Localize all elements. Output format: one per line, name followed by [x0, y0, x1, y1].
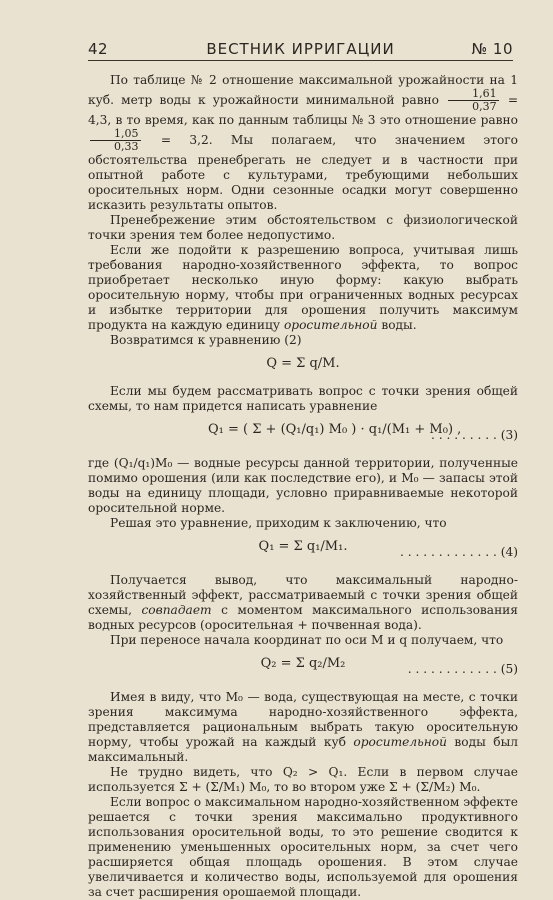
equation-number: . . . . . . . . . . . . (5): [407, 662, 518, 676]
running-header: [88, 40, 513, 61]
article-body: [88, 73, 518, 900]
emphasis: совпадает: [141, 603, 212, 617]
journal-title: ВЕСТНИК ИРРИГАЦИИ: [206, 40, 395, 58]
fraction-numerator: 1,05: [90, 128, 141, 141]
text: = 4,3, в то время, как по данным таблицы № 3 это отношение равно: [88, 93, 519, 127]
emphasis: оросительной: [353, 735, 447, 749]
equation-number: . . . . . . . . . (3): [431, 428, 518, 442]
formula: Q = Σ q/M.: [266, 356, 340, 371]
equation-2: [88, 352, 518, 380]
paragraph-8: [88, 573, 518, 633]
paragraph-11: Не трудно видеть, что Q₂ > Q₁. Если в первом случае используется Σ + (Σ/M₁) M₀, то во втором уже Σ + (Σ/M₂) M₀.: [88, 765, 518, 794]
formula: Q₁ = Σ q₁/M₁.: [258, 539, 348, 554]
page-number: 42: [88, 40, 109, 58]
fraction: [90, 128, 141, 153]
text: = 3,2. Мы полагаем, что значением этого обстоятельства пренебрегать не следует и в частности при опытной работе с культурами, требующими небольших оросительных норм. Одни сезонные осадки могут совершенно исказить результаты опытов.: [88, 133, 518, 212]
text: Если же подойти к разрешению вопроса, учитывая лишь требования народно-хозяйственного эффекта, то вопрос приобретает несколько иную форму: какую выбрать оросительную норму, чтобы при ограниченных водных ресурсах и избытке территории для орошения получить максимум продукта на каждую единицу: [88, 243, 518, 332]
paragraph-12: Если вопрос о максимальном народно-хозяйственном эффекте решается с точки зрения максимально продуктивного использования оросительной воды, то это решение сводится к применению уменьшенных оросительных норм, за счет чего расширяется общая площадь орошения. В этом случае увеличивается и количество воды, используемой для орошения за счет расширения орошаемой площади.: [88, 795, 518, 899]
paragraph-3: [88, 243, 518, 333]
equation-4: [88, 535, 518, 569]
paragraph-7: Решая это уравнение, приходим к заключению, что: [110, 516, 447, 530]
equation-5: [88, 652, 518, 686]
fraction-numerator: 1,61: [448, 88, 499, 101]
text: По таблице № 2 отношение максимальной урожайности на 1 куб. метр воды к урожайности минимальной равно: [88, 73, 518, 107]
paragraph-10: [88, 690, 518, 765]
paragraph-2: Пренебрежение этим обстоятельством с физиологической точки зрения тем более недопустимо.: [88, 213, 518, 242]
text: воды.: [381, 318, 417, 332]
text: Имея в виду, что M₀ — вода, существующая на месте, с точки зрения максимума народно-хозяйственного эффекта, представляется рациональным выбрать такую оросительную норму, чтобы урожай на каждый куб: [88, 690, 518, 749]
fraction-denominator: 0,37: [472, 100, 497, 113]
formula: Q₁ = ( Σ + (Q₁/q₁) M₀ ) · q₁/(M₁ + M₀) ,: [208, 422, 462, 437]
text: воды был максимальный.: [88, 735, 519, 764]
equation-3: [88, 418, 518, 452]
text: Получается вывод, что максимальный народно-хозяйственный эффект, рассматриваемый с точки зрения общей схемы,: [88, 573, 518, 617]
emphasis: оросительной: [283, 318, 378, 332]
paragraph-5: Если мы будем рассматривать вопрос с точки зрения общей схемы, то нам придется написать уравнение: [88, 384, 518, 413]
paragraph-1: [88, 73, 518, 213]
text: с моментом максимального использования водных ресурсов (оросительная + почвенная вода).: [88, 603, 518, 632]
paragraph-4: Возвратимся к уравнению (2): [110, 333, 302, 347]
issue-number: № 10: [471, 40, 513, 58]
paragraph-9: При переносе начала координат по оси M и q получаем, что: [110, 633, 504, 647]
paragraph-6: где (Q₁/q₁)M₀ — водные ресурсы данной территории, полученные помимо орошения (или как последствие его), и M₀ — запасы этой воды на единицу площади, условно приравниваемые некоторой оросительной норме.: [88, 456, 518, 515]
formula: Q₂ = Σ q₂/M₂: [260, 656, 346, 671]
fraction-denominator: 0,33: [114, 140, 139, 153]
fraction: [448, 88, 499, 113]
equation-number: . . . . . . . . . . . . . (4): [400, 545, 518, 559]
